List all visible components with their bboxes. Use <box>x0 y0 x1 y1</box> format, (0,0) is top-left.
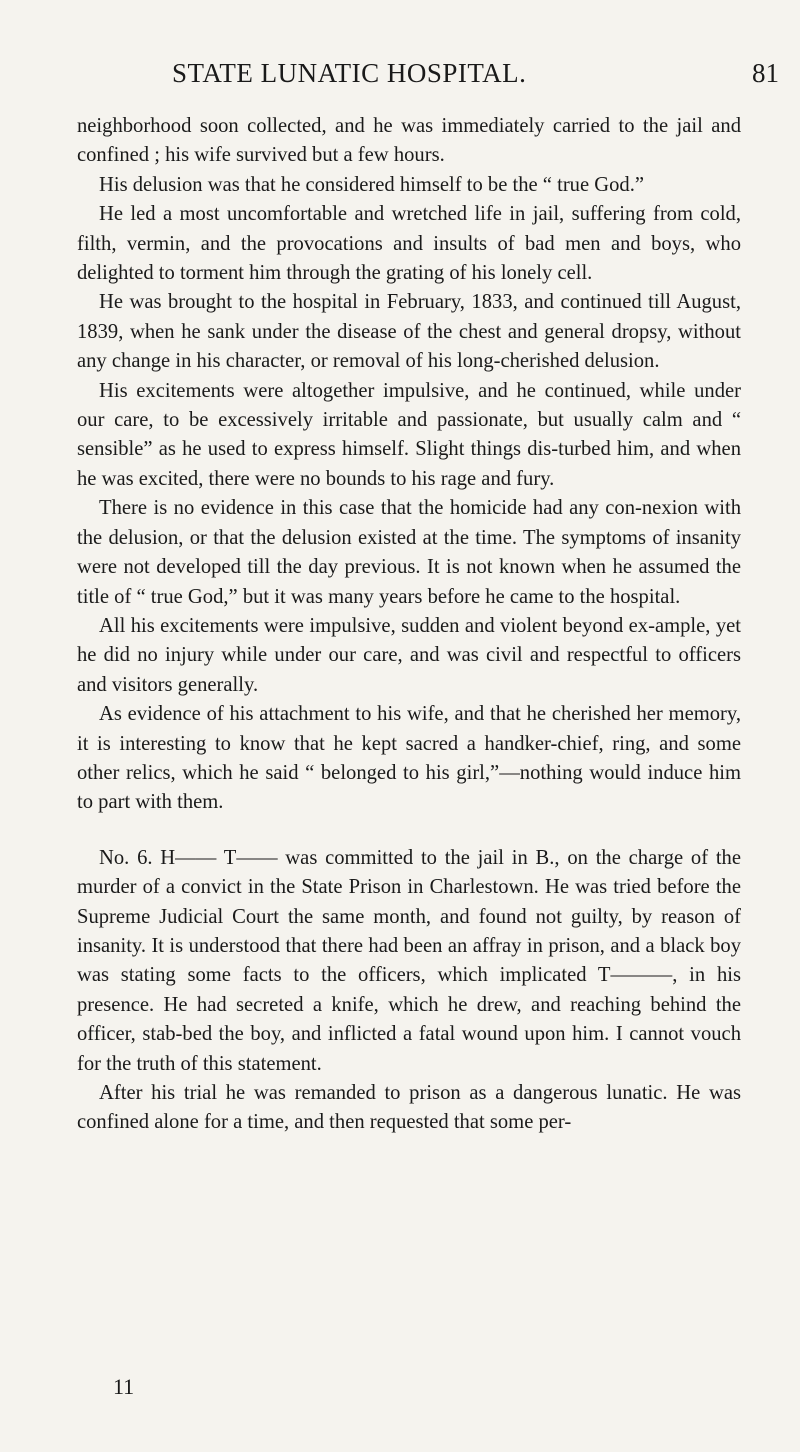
paragraph: There is no evidence in this case that the homicide had any con-nexion with the delusion, or that the delusion existed at the time. The symptoms of insanity were not developed till the day previous. It is not known when he assumed the title of “ true God,” but it was many years before he came to the hospital. <box>77 497 741 608</box>
paragraph: His delusion was that he considered himself to be the “ true God.” <box>99 173 645 196</box>
paragraph: neighborhood soon collected, and he was immediately carried to the jail and confined ; his wife survived but a few hours. <box>77 115 741 167</box>
paragraph: His excitements were altogether impulsive, and he continued, while under our care, to be excessively irritable and passionate, but usually calm and “ sensible” as he used to express himself. Slight things dis-turbed him, and when he was excited, there were no bounds to his rage and fury. <box>77 379 741 490</box>
signature-mark: 11 <box>113 1374 135 1399</box>
paragraph-case-6: No. 6. H—— T—— was committed to the jail in B., on the charge of the murder of a convict in the State Prison in Charlestown. He was tried before the Supreme Judicial Court the same month, and found not guilty, by reason of insanity. It is understood that there had been an affray in prison, and a black boy was stating some facts to the officers, which implicated T———, in his presence. He had secreted a knife, which he drew, and reaching behind the officer, stab-bed the boy, and inflicted a fatal wound upon him. I cannot vouch for the truth of this statement. <box>77 846 741 1075</box>
paragraph: He led a most uncomfortable and wretched life in jail, suffering from cold, filth, vermin, and the provocations and insults of bad men and boys, who delighted to torment him through the grating of his lonely cell. <box>77 203 741 285</box>
paragraph: After his trial he was remanded to prison as a dangerous lunatic. He was confined alone for a time, and then requested that some per- <box>77 1082 741 1134</box>
paragraph: As evidence of his attachment to his wife, and that he cherished her memory, it is interesting to know that he kept sacred a handker-chief, ring, and some other relics, which he said “ belonged to his girl,”—nothing would induce him to part with them. <box>77 703 741 814</box>
running-head <box>0 58 800 98</box>
paragraph: He was brought to the hospital in February, 1833, and continued till August, 1839, when he sank under the disease of the chest and general dropsy, without any change in his character, or removal of his long-cherished delusion. <box>77 291 741 373</box>
paragraph: All his excitements were impulsive, sudden and violent beyond ex-ample, yet he did no injury while under our care, and was civil and respectful to officers and visitors generally. <box>77 614 741 696</box>
body-text <box>77 112 741 1138</box>
page-title: STATE LUNATIC HOSPITAL. <box>172 58 527 88</box>
page-number: 81 <box>752 58 779 88</box>
